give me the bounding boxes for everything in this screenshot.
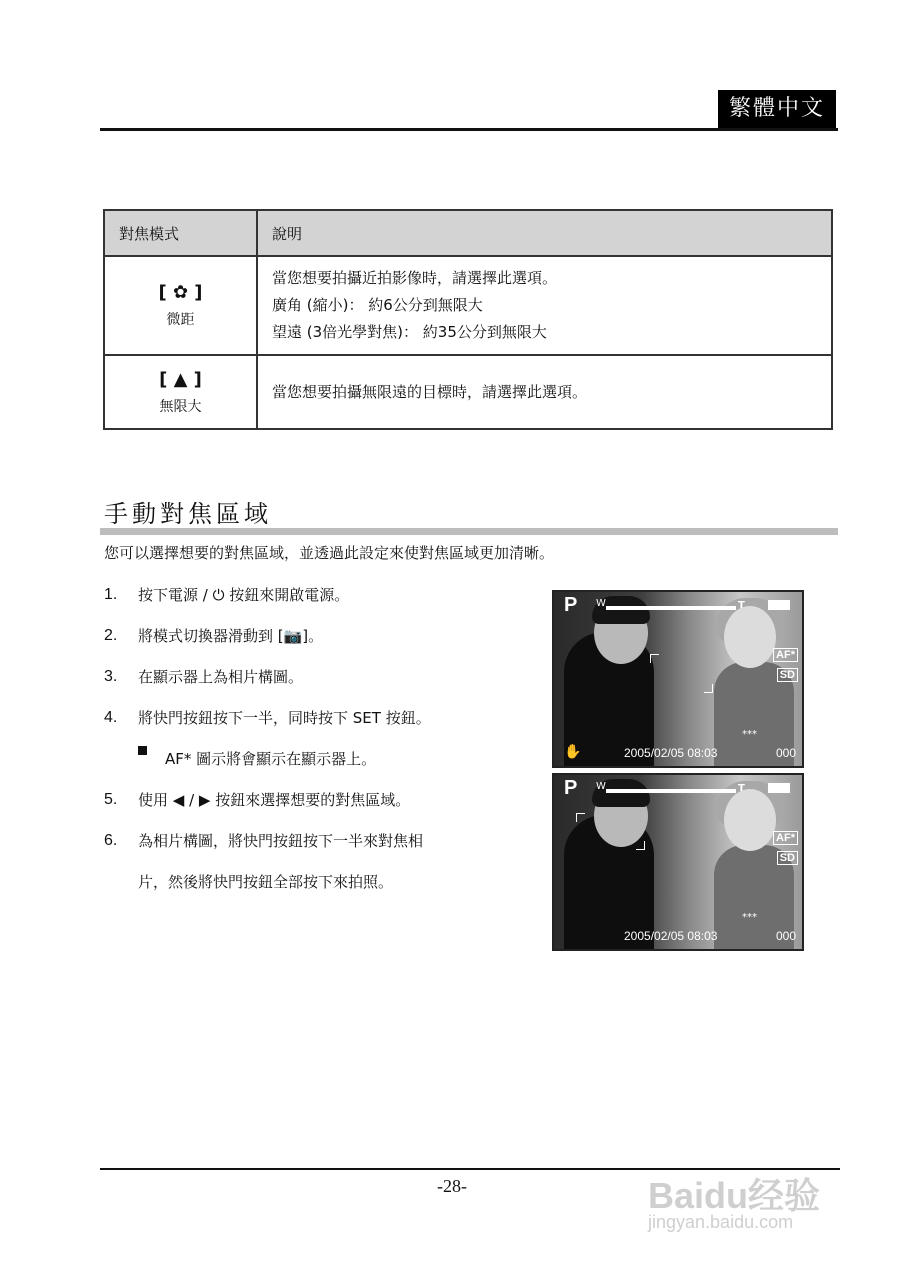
list-item: 4. 將快門按鈕按下一半，同時按下 SET 按鈕。 — [104, 709, 431, 727]
desc-line: 當您想要拍攝無限遠的目標時，請選擇此選項。 — [272, 382, 588, 401]
list-item: 6. 為相片構圖，將快門按鈕按下一半來對焦相 — [104, 832, 424, 850]
zoom-bar — [606, 789, 736, 793]
zoom-tele-label: T — [738, 783, 745, 794]
list-item: 3. 在顯示器上為相片構圖。 — [104, 668, 304, 686]
section-bar — [100, 528, 838, 535]
list-item: 片，然後將快門按鈕全部按下來拍照。 — [138, 873, 394, 891]
macro-icon: [ ✿ ] — [158, 282, 203, 303]
table-row — [104, 355, 832, 429]
language-tag: 繁體中文 — [718, 90, 836, 128]
table-row — [104, 256, 832, 355]
shot-count: 000 — [775, 746, 796, 760]
focus-mode-table — [103, 209, 833, 430]
list-item: 5. 使用 ◀ / ▶ 按鈕來選擇想要的對焦區域。 — [104, 791, 411, 809]
infinity-mountain-icon: [ ▲ ] — [159, 368, 202, 390]
zoom-wide-label: W — [596, 598, 606, 609]
camera-lcd-preview — [552, 773, 804, 951]
battery-icon — [768, 600, 790, 610]
mode-label: 微距 — [166, 312, 195, 328]
table-header-mode: 對焦模式 — [104, 210, 257, 256]
camera-lcd-preview — [552, 590, 804, 768]
list-item: 2. 將模式切換器滑動到 [📷]。 — [104, 627, 324, 645]
bullet-icon — [138, 746, 147, 755]
zoom-wide-label: W — [596, 781, 606, 792]
desc-line: 廣角 (縮小)： 約6公分到無限大 — [272, 296, 483, 314]
table-header-desc: 說明 — [257, 210, 832, 256]
watermark-logo: Baidu经验 — [648, 1175, 821, 1216]
page-number: -28- — [437, 1176, 467, 1196]
zoom-bar — [606, 606, 736, 610]
mode-indicator: P — [564, 777, 578, 799]
list-item: AF* 圖示將會顯示在顯示器上。 — [104, 746, 534, 787]
quality-indicator: *** — [742, 912, 757, 923]
quality-indicator: *** — [742, 729, 757, 740]
battery-icon — [768, 783, 790, 793]
af-indicator: AF* — [773, 831, 798, 845]
sd-card-icon: SD — [777, 668, 798, 682]
mode-indicator: P — [564, 594, 578, 616]
shot-count: 000 — [775, 929, 796, 943]
date-stamp: 2005/02/05 08:03 — [624, 746, 718, 760]
watermark-url: jingyan.baidu.com — [648, 1212, 794, 1232]
section-title: 手動對焦區域 — [104, 500, 272, 528]
desc-line: 當您想要拍攝近拍影像時，請選擇此選項。 — [272, 269, 558, 287]
hand-shake-icon: ✋ — [564, 744, 582, 760]
mode-label: 無限大 — [159, 398, 202, 415]
list-item: 1. 按下電源 / ⏻ 按鈕來開啟電源。 — [104, 586, 350, 604]
section-intro: 您可以選擇想要的對焦區域，並透過此設定來使對焦區域更加清晰。 — [104, 544, 555, 562]
zoom-tele-label: T — [738, 600, 745, 611]
header-rule — [100, 128, 838, 131]
desc-line: 望遠 (3倍光學對焦)： 約35公分到無限大 — [272, 323, 547, 341]
sd-card-icon: SD — [777, 851, 798, 865]
af-indicator: AF* — [773, 648, 798, 662]
steps-list — [104, 582, 534, 910]
date-stamp: 2005/02/05 08:03 — [624, 929, 718, 943]
